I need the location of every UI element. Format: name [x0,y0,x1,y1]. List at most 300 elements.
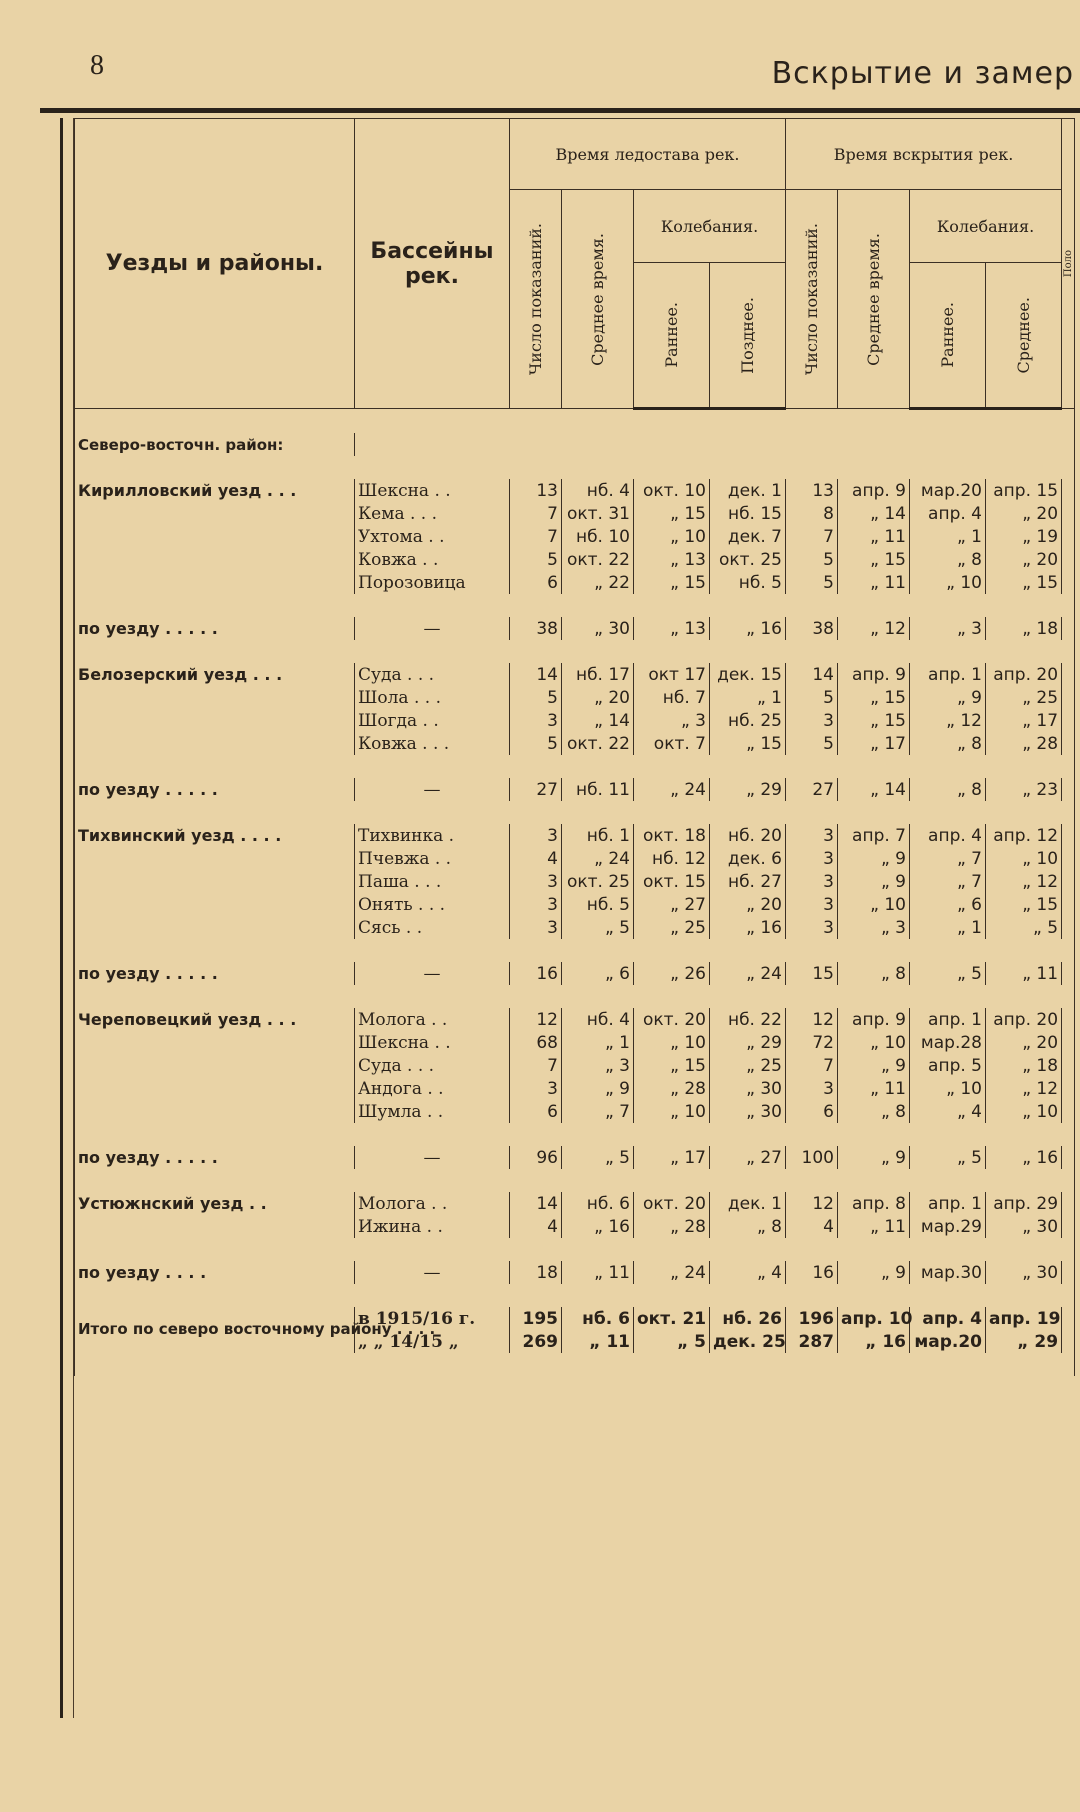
value-cell-a: „ 22 [562,571,634,594]
value-cell-a: „ 1 [562,1031,634,1054]
value-cell-e: „ 13 [634,548,710,571]
value-cell-c: 4 [510,1215,562,1238]
value-cell-l: окт. 25 [710,548,786,571]
value-cell-c: 5 [510,686,562,709]
value-cell-c2: 15 [786,962,838,985]
table-row [75,1100,1075,1123]
subtotal-row [75,778,1075,801]
col-fluct: Колебания. [634,190,786,263]
value-cell-c: 4 [510,847,562,870]
value-cell-a2: „ 17 [838,732,910,755]
page-title: Вскрытие и замер [771,56,1074,91]
value-cell-e2: „ 5 [910,1146,986,1169]
value-cell-e: „ 10 [634,1100,710,1123]
value-cell-c: 7 [510,525,562,548]
uezd-cell [75,571,355,594]
top-rule [40,108,1080,113]
total-row [75,1307,1075,1330]
col-partial [1062,119,1075,409]
value-cell-c: 3 [510,1077,562,1100]
value-cell-c2: 3 [786,893,838,916]
value-cell-l: „ 25 [710,1054,786,1077]
basin-cell: Кема . . . [355,502,510,525]
value-cell-e2: „ 8 [910,732,986,755]
value-cell-e: окт. 15 [634,870,710,893]
value-cell-m2: „ 19 [986,525,1062,548]
value-cell-e: „ 10 [634,525,710,548]
value-cell-c2: 100 [786,1146,838,1169]
uezd-cell [75,548,355,571]
value-cell-c2: 4 [786,1215,838,1238]
value-cell-m2: апр. 20 [986,663,1062,686]
col-early2 [910,263,986,409]
value-cell-c: 3 [510,893,562,916]
basin-cell: Порозовица [355,571,510,594]
value-cell-e: „ 26 [634,962,710,985]
value-cell-e2: „ 8 [910,778,986,801]
value-cell-c: 96 [510,1146,562,1169]
value-cell-c2: 3 [786,870,838,893]
totals-value-m2: „ 29 [986,1330,1062,1353]
value-cell-e: „ 28 [634,1215,710,1238]
value-cell-a: нб. 5 [562,893,634,916]
value-cell-e: нб. 12 [634,847,710,870]
value-cell-l: дек. 6 [710,847,786,870]
col-late-label: Позднее. [738,296,757,374]
basin-cell: Шумла . . [355,1100,510,1123]
value-cell-e2: „ 5 [910,962,986,985]
data-table [74,118,1075,1376]
basin-cell: Шогда . . [355,709,510,732]
table-row [75,916,1075,939]
value-cell-e2: „ 4 [910,1100,986,1123]
col-count2-label: Число показаний. [802,222,821,376]
subtotal-row [75,1261,1075,1284]
totals-value-l: дек. 25 [710,1330,786,1353]
value-cell-c: 6 [510,571,562,594]
value-cell-c2: 7 [786,525,838,548]
col-avg [562,190,634,409]
value-cell-a2: „ 8 [838,962,910,985]
totals-value-c: 269 [510,1330,562,1353]
value-cell-a: окт. 22 [562,732,634,755]
value-cell-l: „ 27 [710,1146,786,1169]
value-cell-l: „ 15 [710,732,786,755]
value-cell-e2: „ 10 [910,1077,986,1100]
value-cell-c: 7 [510,1054,562,1077]
table-body [75,409,1075,1377]
basin-cell: Шола . . . [355,686,510,709]
value-cell-c2: 16 [786,1261,838,1284]
value-cell-a2: апр. 8 [838,1192,910,1215]
table-row [75,548,1075,571]
value-cell-e: „ 24 [634,1261,710,1284]
value-cell-a2: „ 15 [838,686,910,709]
uezd-cell [75,916,355,939]
value-cell-a2: „ 9 [838,1146,910,1169]
table-row [75,893,1075,916]
uezd-cell [75,1031,355,1054]
subtotal-row [75,617,1075,640]
subtotal-label: по уезду . . . . . [75,617,355,640]
subtotal-label: по уезду . . . . . [75,962,355,985]
value-cell-l: „ 30 [710,1077,786,1100]
value-cell-e2: „ 12 [910,709,986,732]
value-cell-e2: „ 7 [910,870,986,893]
value-cell-e2: „ 10 [910,571,986,594]
value-cell-c: 27 [510,778,562,801]
uezd-cell [75,847,355,870]
value-cell-c: 14 [510,663,562,686]
value-cell-c2: 7 [786,1054,838,1077]
table-row [75,1008,1075,1031]
table-row [75,686,1075,709]
value-cell-e: окт. 20 [634,1192,710,1215]
value-cell-a: нб. 4 [562,1008,634,1031]
value-cell-a: окт. 31 [562,502,634,525]
value-cell-e2: апр. 1 [910,1192,986,1215]
value-cell-a2: „ 11 [838,525,910,548]
value-cell-e2: „ 7 [910,847,986,870]
uezd-cell [75,1077,355,1100]
value-cell-e: „ 27 [634,893,710,916]
uezd-cell: Устюжнский уезд . . [75,1192,355,1215]
value-cell-a2: „ 14 [838,778,910,801]
value-cell-e: „ 28 [634,1077,710,1100]
col-avg2 [838,190,910,409]
basin-cell: Паша . . . [355,870,510,893]
value-cell-m2: „ 15 [986,571,1062,594]
col-break-group: Время вскрытия рек. [786,119,1062,190]
value-cell-c: 5 [510,548,562,571]
value-cell-e: окт. 7 [634,732,710,755]
col-count [510,190,562,409]
value-cell-m2: „ 28 [986,732,1062,755]
value-cell-m2: апр. 12 [986,824,1062,847]
value-cell-l: „ 16 [710,916,786,939]
table-row [75,571,1075,594]
value-cell-a: нб. 6 [562,1192,634,1215]
value-cell-e2: мар.20 [910,479,986,502]
basin-cell: Сясь . . [355,916,510,939]
col-count-label: Число показаний. [526,222,545,376]
totals-period: в 1915/16 г. [355,1307,510,1330]
basin-cell: Шексна . . [355,1031,510,1054]
value-cell-a: „ 24 [562,847,634,870]
table-row [75,502,1075,525]
totals-label: Итого по северо восточному району . . . . [75,1307,355,1353]
value-cell-m2: „ 23 [986,778,1062,801]
value-cell-m2: „ 11 [986,962,1062,985]
basin-cell: — [355,962,510,985]
page-number: 8 [90,50,104,81]
value-cell-l: нб. 22 [710,1008,786,1031]
value-cell-c: 3 [510,824,562,847]
basin-cell: Суда . . . [355,1054,510,1077]
totals-value-e2: мар.20 [910,1330,986,1353]
uezd-cell [75,732,355,755]
table-row [75,1215,1075,1238]
value-cell-a2: „ 14 [838,502,910,525]
value-cell-e: „ 10 [634,1031,710,1054]
value-cell-a2: апр. 9 [838,663,910,686]
value-cell-m2: „ 5 [986,916,1062,939]
basin-cell: Молога . . [355,1192,510,1215]
value-cell-c2: 5 [786,686,838,709]
value-cell-a: нб. 1 [562,824,634,847]
value-cell-a2: апр. 9 [838,1008,910,1031]
value-cell-l: нб. 20 [710,824,786,847]
basin-cell: Пчевжа . . [355,847,510,870]
value-cell-e2: апр. 4 [910,824,986,847]
value-cell-a2: „ 9 [838,847,910,870]
table-row [75,525,1075,548]
value-cell-m2: „ 20 [986,502,1062,525]
value-cell-m2: „ 12 [986,870,1062,893]
value-cell-l: „ 24 [710,962,786,985]
value-cell-m2: „ 30 [986,1261,1062,1284]
value-cell-l: „ 1 [710,686,786,709]
col-avg3-label: Среднее. [1014,296,1034,374]
value-cell-a2: „ 9 [838,1054,910,1077]
value-cell-e: „ 3 [634,709,710,732]
value-cell-e: окт. 10 [634,479,710,502]
value-cell-l: „ 20 [710,893,786,916]
col-partial-label: Поло [1062,249,1074,278]
value-cell-a2: „ 3 [838,916,910,939]
value-cell-e2: апр. 5 [910,1054,986,1077]
subtotal-row [75,1146,1075,1169]
value-cell-l: дек. 7 [710,525,786,548]
value-cell-l: „ 29 [710,778,786,801]
value-cell-a: нб. 4 [562,479,634,502]
table-row [75,663,1075,686]
value-cell-e: окт. 18 [634,824,710,847]
value-cell-a2: „ 15 [838,548,910,571]
value-cell-m2: „ 18 [986,1054,1062,1077]
col-freeze-group: Время ледостава рек. [510,119,786,190]
value-cell-l: „ 16 [710,617,786,640]
col-early-label: Раннее. [662,302,681,368]
value-cell-a: „ 5 [562,916,634,939]
value-cell-a: „ 3 [562,1054,634,1077]
uezd-cell: Кирилловский уезд . . . [75,479,355,502]
table-row [75,824,1075,847]
basin-cell: Ковжа . . [355,548,510,571]
value-cell-a: окт. 25 [562,870,634,893]
value-cell-a2: „ 8 [838,1100,910,1123]
value-cell-a: „ 9 [562,1077,634,1100]
basin-cell: — [355,617,510,640]
value-cell-c2: 72 [786,1031,838,1054]
value-cell-a2: „ 12 [838,617,910,640]
value-cell-e2: мар.29 [910,1215,986,1238]
value-cell-c2: 5 [786,548,838,571]
value-cell-m2: „ 10 [986,1100,1062,1123]
uezd-cell [75,1215,355,1238]
uezd-cell [75,525,355,548]
value-cell-e: окт. 20 [634,1008,710,1031]
value-cell-c2: 12 [786,1008,838,1031]
value-cell-l: нб. 15 [710,502,786,525]
value-cell-a2: „ 11 [838,1077,910,1100]
totals-period: „ „ 14/15 „ [355,1330,510,1353]
value-cell-m2: „ 20 [986,1031,1062,1054]
value-cell-e: „ 13 [634,617,710,640]
value-cell-a: „ 7 [562,1100,634,1123]
value-cell-c2: 6 [786,1100,838,1123]
value-cell-l: „ 30 [710,1100,786,1123]
value-cell-c2: 3 [786,1077,838,1100]
value-cell-c: 3 [510,709,562,732]
col-late [710,263,786,409]
table-row [75,709,1075,732]
table-row [75,732,1075,755]
basin-cell: Суда . . . [355,663,510,686]
col-fluct2: Колебания. [910,190,1062,263]
table-row [75,1192,1075,1215]
col-avg3 [986,263,1062,409]
totals-value-a: нб. 6 [562,1307,634,1330]
col-count2 [786,190,838,409]
value-cell-e: „ 15 [634,502,710,525]
value-cell-l: нб. 25 [710,709,786,732]
value-cell-m2: „ 12 [986,1077,1062,1100]
totals-value-e: „ 5 [634,1330,710,1353]
totals-value-a: „ 11 [562,1330,634,1353]
uezd-cell: Белозерский уезд . . . [75,663,355,686]
uezd-cell [75,502,355,525]
value-cell-c2: 5 [786,732,838,755]
totals-value-l: нб. 26 [710,1307,786,1330]
value-cell-c2: 3 [786,916,838,939]
value-cell-e: „ 24 [634,778,710,801]
uezd-cell [75,709,355,732]
value-cell-e2: „ 1 [910,525,986,548]
col-avg2-label: Среднее время. [864,232,883,366]
uezd-cell [75,1100,355,1123]
table-row [75,1077,1075,1100]
value-cell-c2: 3 [786,709,838,732]
totals-value-a2: „ 16 [838,1330,910,1353]
value-cell-m2: апр. 29 [986,1192,1062,1215]
value-cell-e2: апр. 4 [910,502,986,525]
table-row [75,1031,1075,1054]
value-cell-l: нб. 27 [710,870,786,893]
value-cell-a: окт. 22 [562,548,634,571]
value-cell-m2: „ 10 [986,847,1062,870]
value-cell-c: 5 [510,732,562,755]
value-cell-e2: „ 9 [910,686,986,709]
subtotal-label: по уезду . . . . [75,1261,355,1284]
value-cell-m2: „ 20 [986,548,1062,571]
basin-cell: Ухтома . . [355,525,510,548]
value-cell-e: „ 15 [634,571,710,594]
value-cell-c2: 5 [786,571,838,594]
value-cell-c: 68 [510,1031,562,1054]
value-cell-c: 14 [510,1192,562,1215]
basin-cell: Шексна . . [355,479,510,502]
table-row [75,847,1075,870]
value-cell-c: 13 [510,479,562,502]
value-cell-e: „ 25 [634,916,710,939]
col-uezd: Уезды и районы. [75,119,355,409]
totals-value-e2: апр. 4 [910,1307,986,1330]
value-cell-a: нб. 17 [562,663,634,686]
uezd-cell [75,686,355,709]
col-basin: Бассейны рек. [355,119,510,409]
uezd-cell [75,870,355,893]
value-cell-a: „ 14 [562,709,634,732]
basin-cell: Молога . . [355,1008,510,1031]
value-cell-a2: „ 10 [838,893,910,916]
value-cell-c2: 14 [786,663,838,686]
col-early [634,263,710,409]
value-cell-a: нб. 11 [562,778,634,801]
totals-value-e: окт. 21 [634,1307,710,1330]
basin-cell: Ижина . . [355,1215,510,1238]
col-early2-label: Раннее. [938,302,957,368]
value-cell-e2: „ 8 [910,548,986,571]
value-cell-m2: апр. 15 [986,479,1062,502]
value-cell-a: „ 16 [562,1215,634,1238]
value-cell-c: 12 [510,1008,562,1031]
value-cell-l: дек. 1 [710,479,786,502]
value-cell-e: „ 17 [634,1146,710,1169]
basin-cell: Онять . . . [355,893,510,916]
value-cell-l: дек. 15 [710,663,786,686]
subtotal-row [75,962,1075,985]
value-cell-c: 7 [510,502,562,525]
value-cell-c: 6 [510,1100,562,1123]
value-cell-l: дек. 1 [710,1192,786,1215]
totals-value-m2: апр. 19 [986,1307,1062,1330]
uezd-cell [75,893,355,916]
value-cell-c2: 3 [786,847,838,870]
totals-value-c: 195 [510,1307,562,1330]
value-cell-m2: „ 30 [986,1215,1062,1238]
basin-cell: Тихвинка . [355,824,510,847]
value-cell-m2: „ 16 [986,1146,1062,1169]
value-cell-m2: „ 17 [986,709,1062,732]
value-cell-m2: „ 25 [986,686,1062,709]
value-cell-l: „ 4 [710,1261,786,1284]
uezd-cell: Череповецкий уезд . . . [75,1008,355,1031]
value-cell-c: 3 [510,916,562,939]
value-cell-a2: „ 15 [838,709,910,732]
totals-value-c2: 287 [786,1330,838,1353]
value-cell-c2: 27 [786,778,838,801]
value-cell-c: 16 [510,962,562,985]
table-row [75,1054,1075,1077]
left-rule [60,118,63,1718]
value-cell-a2: „ 9 [838,1261,910,1284]
value-cell-a2: апр. 9 [838,479,910,502]
table-row [75,870,1075,893]
value-cell-c2: 13 [786,479,838,502]
basin-cell: Ковжа . . . [355,732,510,755]
value-cell-a2: „ 11 [838,1215,910,1238]
value-cell-l: „ 29 [710,1031,786,1054]
value-cell-m2: апр. 20 [986,1008,1062,1031]
subtotal-label: по уезду . . . . . [75,1146,355,1169]
value-cell-e2: „ 1 [910,916,986,939]
value-cell-a: „ 30 [562,617,634,640]
value-cell-l: нб. 5 [710,571,786,594]
value-cell-e2: апр. 1 [910,1008,986,1031]
value-cell-e: „ 15 [634,1054,710,1077]
value-cell-a: „ 11 [562,1261,634,1284]
